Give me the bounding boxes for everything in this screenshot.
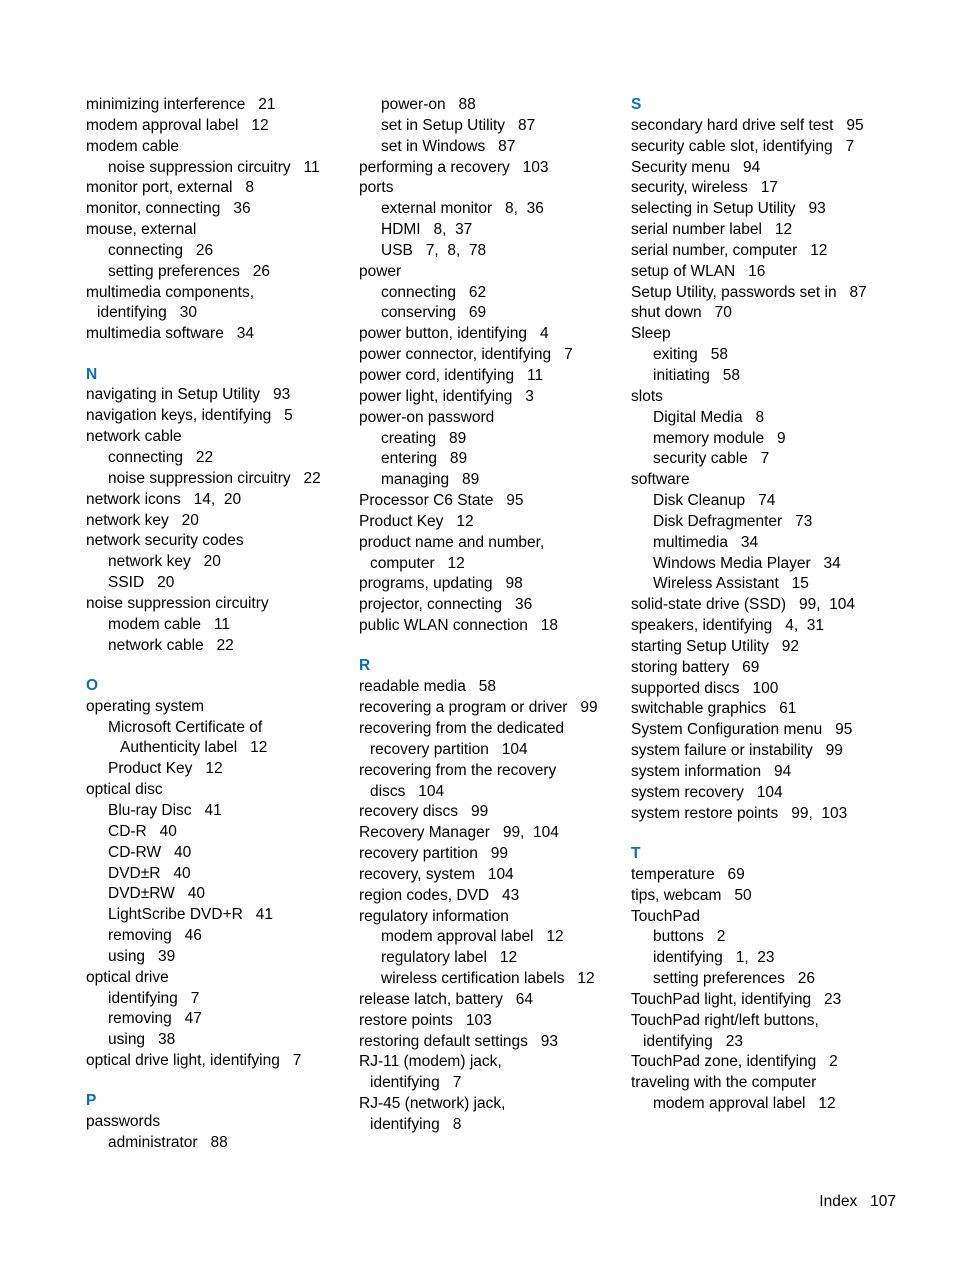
- index-entry: Recovery Manager 99, 104: [359, 824, 559, 842]
- index-entry: performing a recovery 103: [359, 158, 549, 176]
- index-entry: TouchPad right/left buttons,: [631, 1011, 819, 1029]
- index-column-3: [631, 95, 893, 1115]
- index-entry: monitor port, external 8: [86, 179, 254, 197]
- index-entry: readable media 58: [359, 678, 497, 696]
- index-letter-heading: P: [86, 1092, 97, 1110]
- index-column-1: [86, 95, 346, 1154]
- index-subentry: identifying 8: [370, 1116, 462, 1133]
- index-entry: noise suppression circuitry: [86, 594, 269, 612]
- index-subentry: discs 104: [370, 782, 445, 800]
- index-entry: system information 94: [631, 763, 792, 780]
- index-subentry: wireless certification labels 12: [381, 970, 595, 988]
- index-subentry: power-on 88: [381, 96, 476, 113]
- index-entry: Setup Utility, passwords set in 87: [631, 283, 867, 301]
- index-subentry: administrator 88: [108, 1134, 228, 1152]
- index-subentry: recovery partition 104: [370, 740, 528, 758]
- index-subentry: noise suppression circuitry 22: [108, 469, 321, 487]
- index-entry: recovering from the dedicated: [359, 719, 565, 737]
- index-subentry: LightScribe DVD+R 41: [108, 906, 273, 924]
- index-column-2: [359, 95, 621, 1136]
- index-subentry: exiting 58: [653, 346, 728, 364]
- index-entry: product name and number,: [359, 533, 545, 551]
- index-entry: network key 20: [86, 511, 199, 529]
- index-entry: power button, identifying 4: [359, 325, 549, 343]
- index-subentry: Disk Cleanup 74: [653, 492, 776, 510]
- index-letter-heading: S: [631, 96, 642, 113]
- index-entry: system recovery 104: [631, 783, 783, 801]
- index-subentry: identifying 30: [97, 304, 197, 322]
- index-subentry: memory module 9: [653, 429, 786, 447]
- index-subentry: setting preferences 26: [653, 970, 815, 988]
- index-subentry: modem cable 11: [108, 615, 231, 633]
- index-entry: modem approval label 12: [86, 116, 269, 134]
- index-entry: multimedia software 34: [86, 325, 254, 343]
- index-entry: restore points 103: [359, 1011, 492, 1029]
- index-subentry: identifying 23: [643, 1032, 743, 1050]
- index-entry: Sleep: [631, 325, 671, 343]
- index-entry: slots: [631, 387, 663, 405]
- index-subentry: DVD±R 40: [108, 864, 191, 882]
- index-letter-heading: O: [86, 676, 99, 694]
- index-entry: power: [359, 262, 402, 280]
- index-subentry: Windows Media Player 34: [653, 554, 841, 572]
- index-entry: Security menu 94: [631, 158, 761, 176]
- index-entry: multimedia components,: [86, 283, 254, 301]
- index-entry: TouchPad zone, identifying 2: [631, 1053, 838, 1071]
- index-entry: network security codes: [86, 532, 244, 550]
- index-subentry: buttons 2: [653, 928, 726, 946]
- index-subentry: network cable 22: [108, 636, 234, 654]
- index-entry: switchable graphics 61: [631, 700, 797, 718]
- index-subentry: entering 89: [381, 450, 468, 468]
- index-subentry: CD-RW 40: [108, 843, 192, 861]
- index-entry: optical drive: [86, 968, 169, 986]
- index-subentry: Wireless Assistant 15: [653, 575, 809, 593]
- index-entry: software: [631, 471, 690, 489]
- index-subentry: identifying 7: [370, 1074, 462, 1092]
- index-entry: recovery discs 99: [359, 803, 489, 821]
- index-entry: TouchPad light, identifying 23: [631, 990, 842, 1008]
- index-letter-heading: N: [86, 365, 98, 383]
- index-subentry: security cable 7: [653, 450, 770, 468]
- index-entry: power-on password: [359, 408, 495, 426]
- index-entry: TouchPad: [631, 907, 700, 925]
- index-subentry: DVD±RW 40: [108, 885, 205, 903]
- index-letter-heading: T: [631, 845, 641, 863]
- index-entry: optical disc: [86, 781, 163, 799]
- index-entry: setup of WLAN 16: [631, 262, 766, 280]
- index-entry: power light, identifying 3: [359, 387, 534, 405]
- index-subentry: identifying 7: [108, 989, 200, 1007]
- index-subentry: set in Setup Utility 87: [381, 116, 536, 134]
- index-subentry: connecting 62: [381, 283, 487, 301]
- index-subentry: identifying 1, 23: [653, 949, 775, 967]
- index-subentry: creating 89: [381, 429, 467, 447]
- index-entry: navigation keys, identifying 5: [86, 407, 293, 425]
- index-entry: recovery, system 104: [359, 865, 514, 883]
- index-subentry: Disk Defragmenter 73: [653, 512, 813, 530]
- index-entry: optical drive light, identifying 7: [86, 1052, 302, 1070]
- index-subentry: computer 12: [370, 554, 465, 572]
- index-entry: selecting in Setup Utility 93: [631, 200, 826, 218]
- index-entry: operating system: [86, 697, 205, 715]
- index-entry: regulatory information: [359, 907, 509, 925]
- index-entry: supported discs 100: [631, 679, 779, 697]
- index-entry: ports: [359, 179, 394, 197]
- index-entry: tips, webcam 50: [631, 886, 752, 904]
- index-entry: navigating in Setup Utility 93: [86, 386, 291, 404]
- index-subentry: noise suppression circuitry 11: [108, 158, 320, 176]
- index-subentry: Authenticity label 12: [120, 739, 268, 757]
- index-entry: RJ-11 (modem) jack,: [359, 1053, 502, 1071]
- index-subentry: modem approval label 12: [381, 928, 564, 946]
- index-entry: programs, updating 98: [359, 575, 523, 593]
- index-subentry: CD-R 40: [108, 822, 177, 840]
- index-entry: projector, connecting 36: [359, 596, 533, 614]
- index-subentry: connecting 26: [108, 241, 214, 259]
- index-entry: release latch, battery 64: [359, 990, 534, 1008]
- index-entry: network cable: [86, 428, 182, 446]
- index-entry: starting Setup Utility 92: [631, 637, 799, 655]
- index-subentry: using 39: [108, 947, 176, 965]
- index-subentry: connecting 22: [108, 449, 214, 466]
- index-subentry: Microsoft Certificate of: [108, 718, 263, 736]
- index-entry: modem cable: [86, 137, 180, 155]
- index-subentry: regulatory label 12: [381, 949, 518, 967]
- index-subentry: HDMI 8, 37: [381, 221, 473, 239]
- index-subentry: Digital Media 8: [653, 408, 765, 426]
- index-subentry: conserving 69: [381, 304, 487, 322]
- index-subentry: external monitor 8, 36: [381, 200, 544, 218]
- index-subentry: network key 20: [108, 553, 221, 571]
- index-entry: speakers, identifying 4, 31: [631, 617, 825, 635]
- index-entry: secondary hard drive self test 95: [631, 116, 864, 134]
- index-entry: region codes, DVD 43: [359, 886, 520, 904]
- index-entry: serial number label 12: [631, 221, 793, 239]
- index-subentry: removing 47: [108, 1010, 202, 1028]
- index-entry: recovery partition 99: [359, 845, 509, 863]
- index-subentry: initiating 58: [653, 366, 741, 384]
- index-letter-heading: R: [359, 657, 371, 675]
- index-entry: minimizing interference 21: [86, 96, 276, 113]
- index-subentry: Blu-ray Disc 41: [108, 802, 222, 819]
- index-entry: restoring default settings 93: [359, 1032, 559, 1050]
- index-entry: system restore points 99, 103: [631, 804, 848, 822]
- index-entry: shut down 70: [631, 304, 732, 322]
- index-subentry: removing 46: [108, 927, 202, 945]
- index-entry: solid-state drive (SSD) 99, 104: [631, 596, 855, 614]
- index-entry: recovering from the recovery: [359, 761, 557, 779]
- index-subentry: managing 89: [381, 471, 480, 489]
- index-subentry: USB 7, 8, 78: [381, 241, 487, 259]
- index-entry: security cable slot, identifying 7: [631, 137, 855, 155]
- index-entry: serial number, computer 12: [631, 241, 828, 259]
- index-subentry: setting preferences 26: [108, 262, 270, 280]
- index-entry: network icons 14, 20: [86, 490, 242, 508]
- index-entry: traveling with the computer: [631, 1074, 817, 1092]
- index-entry: mouse, external: [86, 221, 197, 239]
- index-subentry: multimedia 34: [653, 533, 759, 551]
- index-subentry: using 38: [108, 1031, 176, 1049]
- index-subentry: modem approval label 12: [653, 1095, 836, 1113]
- page-footer: Index 107: [819, 1193, 896, 1210]
- index-entry: power connector, identifying 7: [359, 346, 573, 364]
- index-entry: System Configuration menu 95: [631, 721, 853, 739]
- index-subentry: set in Windows 87: [381, 137, 516, 155]
- index-entry: security, wireless 17: [631, 179, 779, 197]
- index-entry: Processor C6 State 95: [359, 492, 524, 510]
- index-subentry: SSID 20: [108, 574, 175, 592]
- index-entry: Product Key 12: [359, 512, 474, 530]
- index-entry: monitor, connecting 36: [86, 200, 251, 218]
- index-entry: passwords: [86, 1113, 161, 1131]
- index-entry: public WLAN connection 18: [359, 617, 559, 635]
- index-entry: storing battery 69: [631, 658, 760, 676]
- index-subentry: Product Key 12: [108, 760, 223, 778]
- index-entry: system failure or instability 99: [631, 742, 843, 760]
- index-entry: recovering a program or driver 99: [359, 699, 598, 717]
- index-entry: RJ-45 (network) jack,: [359, 1095, 506, 1113]
- index-entry: power cord, identifying 11: [359, 366, 544, 384]
- index-entry: temperature 69: [631, 865, 745, 883]
